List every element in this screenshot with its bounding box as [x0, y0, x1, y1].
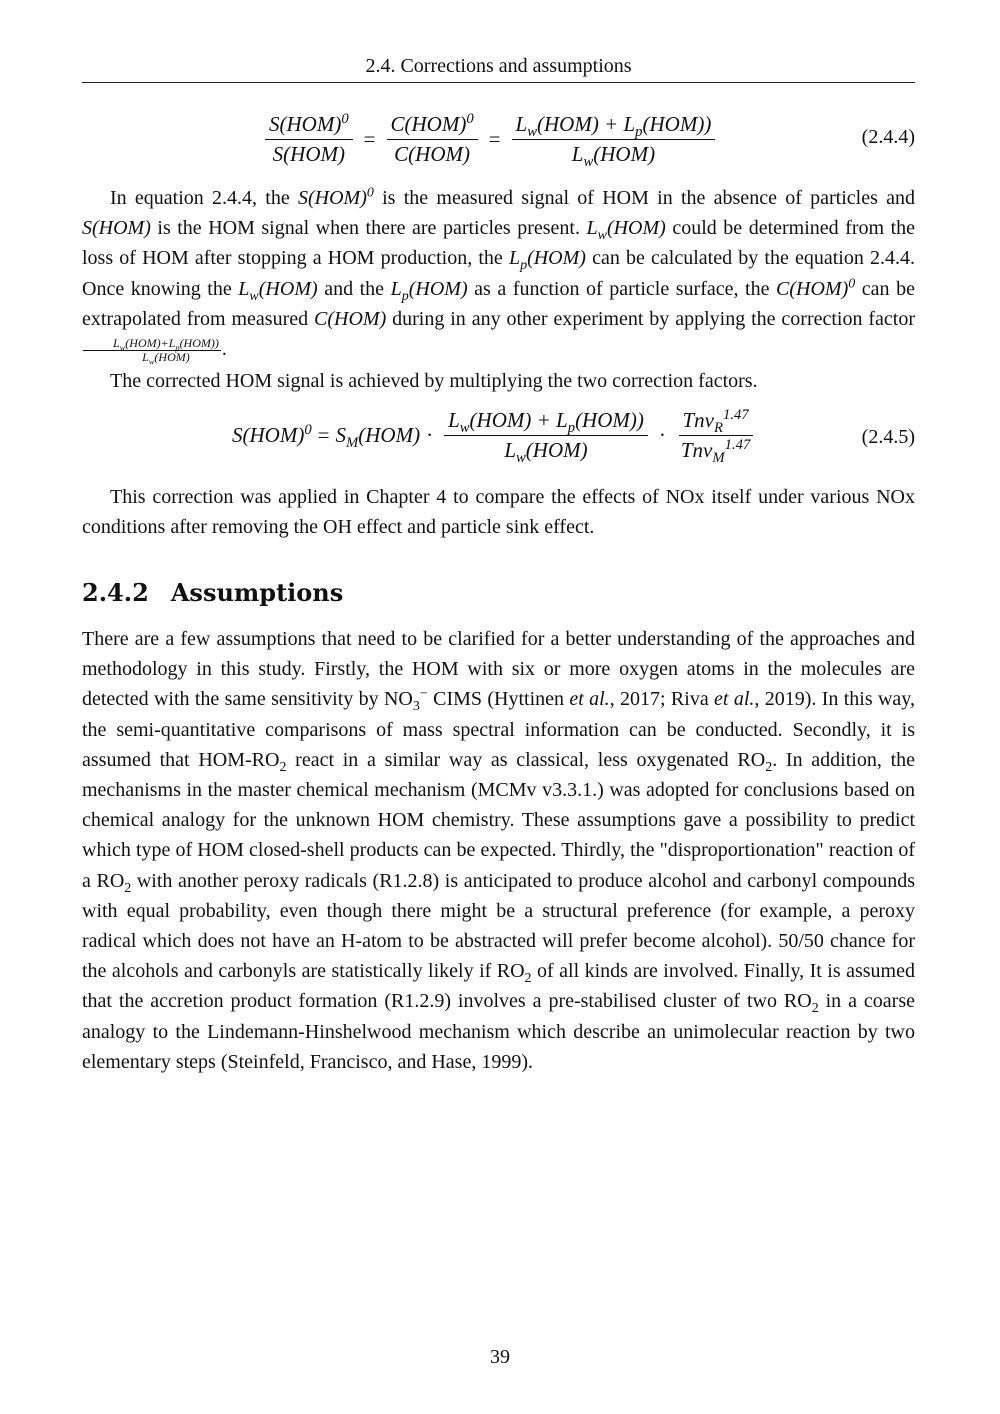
running-header: 2.4. Corrections and assumptions — [365, 55, 632, 77]
inline-correction-factor: $\frac{L_w(HOM)+L_p(HOM))}{L_w(HOM)}$ — [83, 337, 221, 364]
section-title: Assumptions — [170, 578, 344, 607]
equation-number: (2.4.5) — [861, 426, 915, 448]
section-number: 2.4.2 — [82, 578, 149, 607]
equation-2-4-4: $\frac{S(HOM)^0}{\text{S(HOM)}}$ = $\frac{C(HOM)^0}{\text{C(HOM)}}$ = $\frac{L_w(HOM) + L_p(HOM))}{L_w(HOM)}$ (2.4.4) — [82, 112, 915, 168]
page-number: 39 — [490, 1346, 510, 1368]
equation-2-4-5: S(HOM)$^0$ = $S_M(HOM)$ · $\frac{L_w(HOM) + L_p(HOM))}{L_w(HOM)}$ · $\frac{Tnv_R^{1.47}}{Tnv_M^{1.47}}$ (2.4.5) — [232, 407, 915, 467]
section-heading — [82, 578, 343, 607]
paragraph-corrected-signal: The corrected HOM signal is achieved by multiplying the two correction factors. — [110, 370, 758, 392]
paragraph-correction-applied: This correction was applied in Chapter 4 to compare the effects of NOx itself under various NOx conditions after removing the OH effect and particle sink effect. — [82, 486, 915, 539]
equation-number: (2.4.4) — [861, 126, 915, 148]
header-rule — [82, 82, 915, 83]
paragraph-correction-explanation: In equation 2.4.4, the S(HOM)$^0$ is the measured signal of HOM in the absence of particles and S(HOM) is the HOM signal when there are particles present. $L_w(HOM)$ could be determined from the loss of HOM after stopping a HOM production, the $L_p(HOM)$ can be calculated by the equation 2.4.4. Once knowing the $L_w(HOM)$ and the $L_p(HOM)$ as a function of particle surface, the C(HOM)$^0$ can be extrapolated from measured C(HOM) during in any other experiment by applying the correction factor $\frac{L_w(HOM)+L_p(HOM))}{L_w(HOM)}$ . — [82, 185, 915, 367]
paragraph-assumptions: There are a few assumptions that need to be clarified for a better understanding of the approaches and methodology in this study. Firstly, the HOM with six or more oxygen atoms in the molecules are detected with the same sensitivity by $NO_3^-$ CIMS (Hyttinen et al., 2017; Riva et al., 2019). In this way, the semi-quantitative comparisons of mass spectral information can be conducted. Secondly, it is assumed that HOM-$RO_2$ react in a similar way as classical, less oxygenated $RO_2$. In addition, the mechanisms in the master chemical mechanism (MCMv v3.3.1.) was adopted for conclusions based on chemical analogy for the unknown HOM chemistry. These assumptions gave a possibility to predict which type of HOM closed-shell products can be expected. Thirdly, the "disproportionation" reaction of a $RO_2$ with another peroxy radicals (R1.2.8) is anticipated to produce alcohol and carbonyl compounds with equal probability, even though there might be a structural preference (for example, a peroxy radical which does not have an H-atom to be abstracted will prefer become alcohol). 50/50 chance for the alcohols and carbonyls are statistically likely if $RO_2$ of all kinds are involved. Finally, It is assumed that the accretion product formation (R1.2.9) involves a pre-stabilised cluster of two $RO_2$ in a coarse analogy to the Lindemann-Hinshelwood mechanism which describe an unimolecular reaction by two elementary steps (Steinfeld, Francisco, and Hase, 1999). — [82, 628, 916, 1073]
